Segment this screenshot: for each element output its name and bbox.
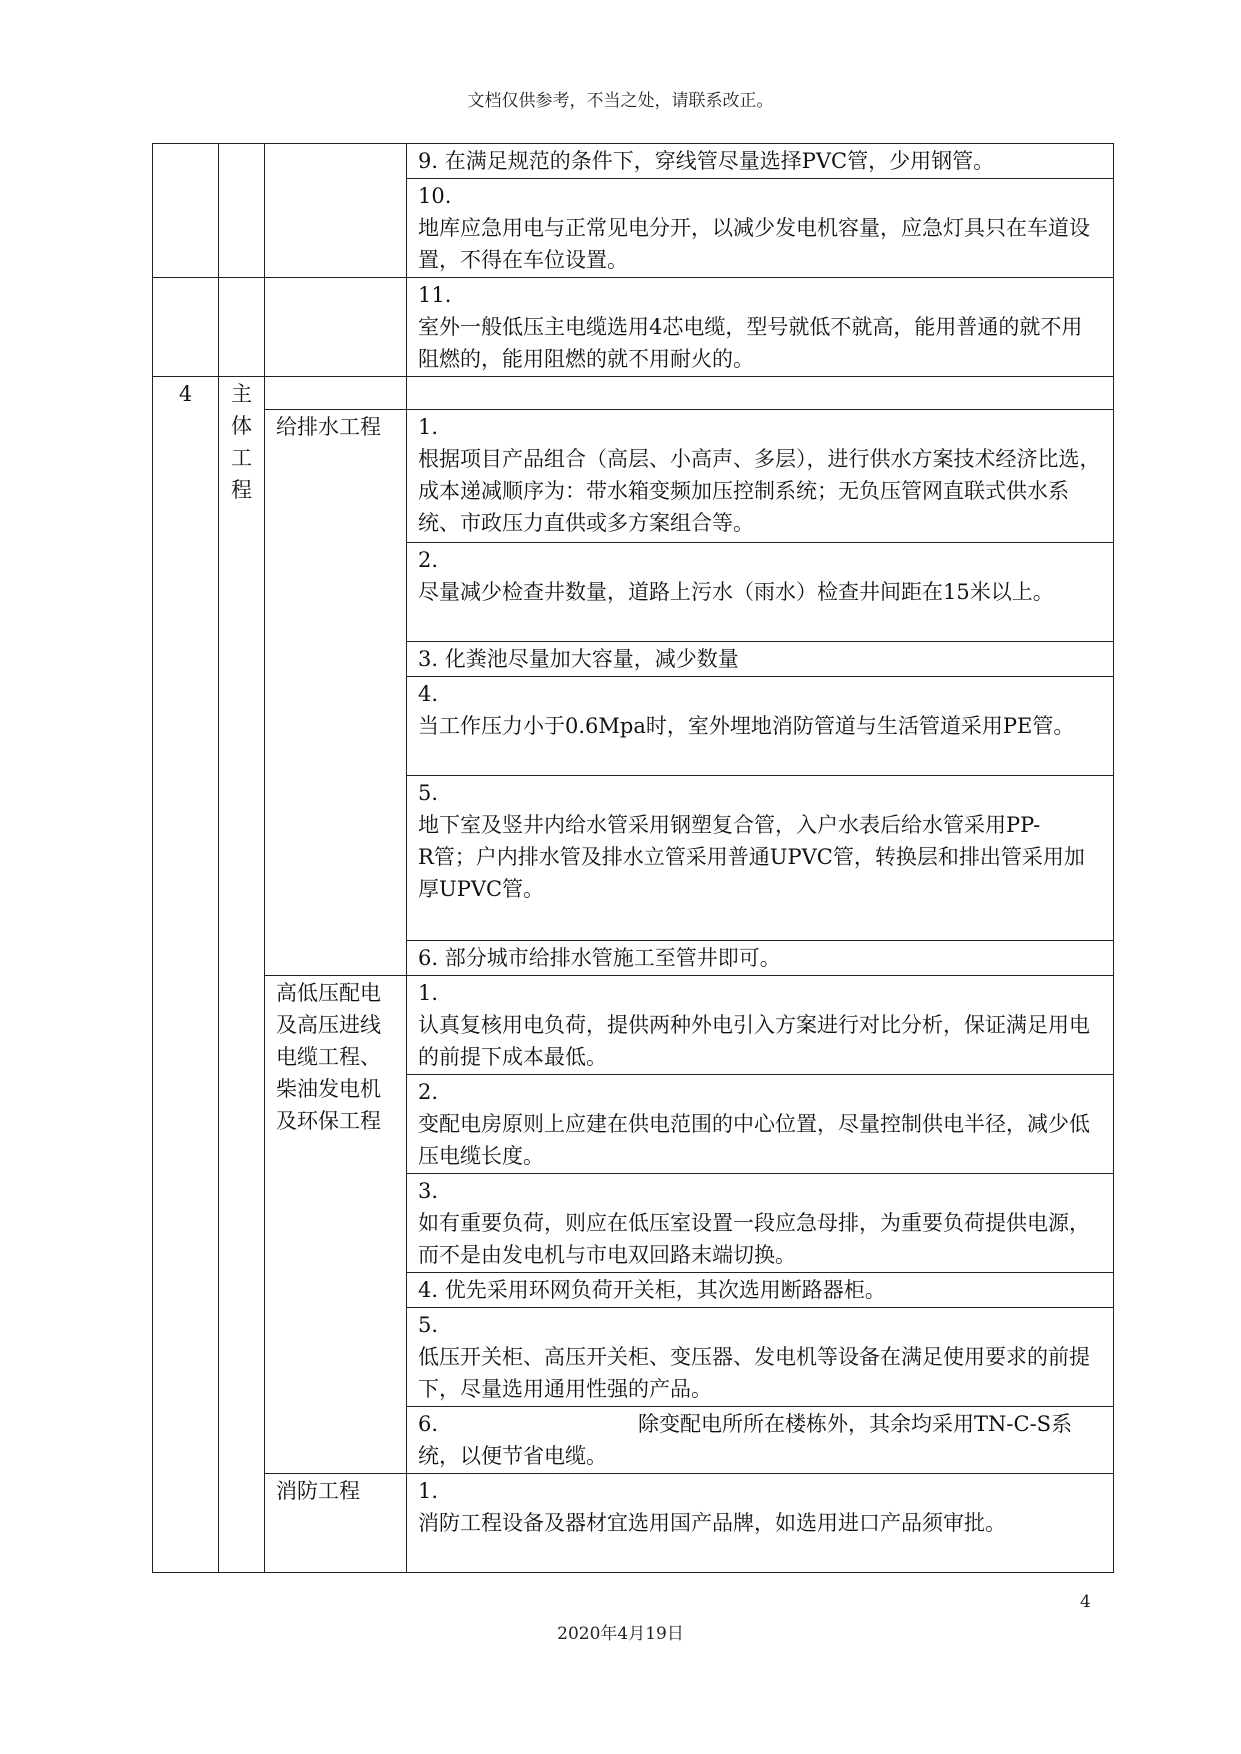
item-cell [407, 1273, 1114, 1308]
item-number: 3. [418, 1179, 439, 1203]
page-number: 4 [1080, 1592, 1091, 1612]
item-text: 3. 化粪池尽量加大容量，减少数量 [418, 647, 739, 671]
item-cell [407, 1474, 1114, 1573]
cell-empty [265, 278, 407, 377]
item-cell [407, 776, 1114, 941]
cell-empty [153, 278, 219, 377]
item-text: 地下室及竖井内给水管采用钢塑复合管，入户水表后给水管采用PP- [418, 813, 1041, 837]
cell-empty [265, 144, 407, 278]
item-number: 1. [418, 415, 439, 439]
group-title-fire: 消防工程 [265, 1474, 407, 1573]
item-text: 如有重要负荷，则应在低压室设置一段应急母排，为重要负荷提供电源，而不是由发电机与市电双回路末端切换。 [418, 1211, 1090, 1267]
item-text: 地库应急用电与正常见电分开，以减少发电机容量，应急灯具只在车道设置，不得在车位设置。 [418, 216, 1090, 272]
cell-empty [153, 144, 219, 278]
cell-empty [219, 278, 265, 377]
item-text: 4. 优先采用环网负荷开关柜，其次选用断路器柜。 [418, 1278, 886, 1302]
section-title: 主体工程 [219, 377, 265, 1573]
item-text: 室外一般低压主电缆选用4芯电缆，型号就低不就高，能用普通的就不用阻燃的，能用阻燃的就不用耐火的。 [418, 315, 1083, 371]
section-number: 4 [153, 377, 219, 1573]
item-number: 4. [418, 682, 439, 706]
item-text: 变配电房原则上应建在供电范围的中心位置，尽量控制供电半径，减少低压电缆长度。 [418, 1112, 1090, 1168]
footer-date: 2020年4月19日 [557, 1624, 684, 1644]
item-text: 消防工程设备及器材宜选用国产品牌，如选用进口产品须审批。 [418, 1511, 1006, 1535]
cell-empty [407, 377, 1114, 410]
item-cell [407, 1174, 1114, 1273]
item-cell [407, 976, 1114, 1075]
cell-empty [219, 144, 265, 278]
item-text: R管；户内排水管及排水立管采用普通UPVC管，转换层和排出管采用加厚UPVC管。 [418, 845, 1085, 901]
item-number: 5. [418, 781, 439, 805]
item-text: 低压开关柜、高压开关柜、变压器、发电机等设备在满足使用要求的前提下，尽量选用通用性强的产品。 [418, 1345, 1090, 1401]
item-text: 根据项目产品组合（高层、小高声、多层），进行供水方案技术经济比选，成本递减顺序为：带水箱变频加压控制系统；无负压管网直联式供水系统、市政压力直供或多方案组合等。 [418, 447, 1101, 535]
item-text: 6. 部分城市给排水管施工至管井即可。 [418, 946, 781, 970]
item-cell [407, 144, 1114, 179]
cost-control-table [152, 143, 1114, 1573]
page-header: 文档仅供参考，不当之处，请联系改正。 [467, 91, 774, 111]
cell-empty [265, 377, 407, 410]
item-cell [407, 677, 1114, 776]
item-cell [407, 1308, 1114, 1407]
group-title-power: 高低压配电及高压进线电缆工程、柴油发电机及环保工程 [265, 976, 407, 1474]
item-number: 1. [418, 1479, 439, 1503]
group-title-water: 给排水工程 [265, 410, 407, 976]
item-text: 9. 在满足规范的条件下，穿线管尽量选择PVC管，少用钢管。 [418, 149, 995, 173]
item-number: 10. [418, 184, 452, 208]
item-cell [407, 941, 1114, 976]
item-number: 5. [418, 1313, 439, 1337]
item-number: 11. [418, 283, 452, 307]
item-cell [407, 1075, 1114, 1174]
item-number: 2. [418, 1080, 439, 1104]
item-cell [407, 642, 1114, 677]
item-text: 除变配电所所在楼栋外，其余均采用TN-C-S系统，以便节省电缆。 [418, 1412, 1073, 1468]
item-cell [407, 410, 1114, 543]
item-text: 当工作压力小于0.6Mpa时，室外埋地消防管道与生活管道采用PE管。 [418, 714, 1075, 738]
item-number: 6. [418, 1412, 439, 1436]
item-text: 尽量减少检查井数量，道路上污水（雨水）检查井间距在15米以上。 [418, 580, 1054, 604]
item-number: 2. [418, 548, 439, 572]
item-text: 认真复核用电负荷，提供两种外电引入方案进行对比分析，保证满足用电的前提下成本最低。 [418, 1013, 1090, 1069]
item-number: 1. [418, 981, 439, 1005]
item-cell [407, 179, 1114, 278]
item-cell [407, 1407, 1114, 1474]
item-cell [407, 543, 1114, 642]
item-cell [407, 278, 1114, 377]
